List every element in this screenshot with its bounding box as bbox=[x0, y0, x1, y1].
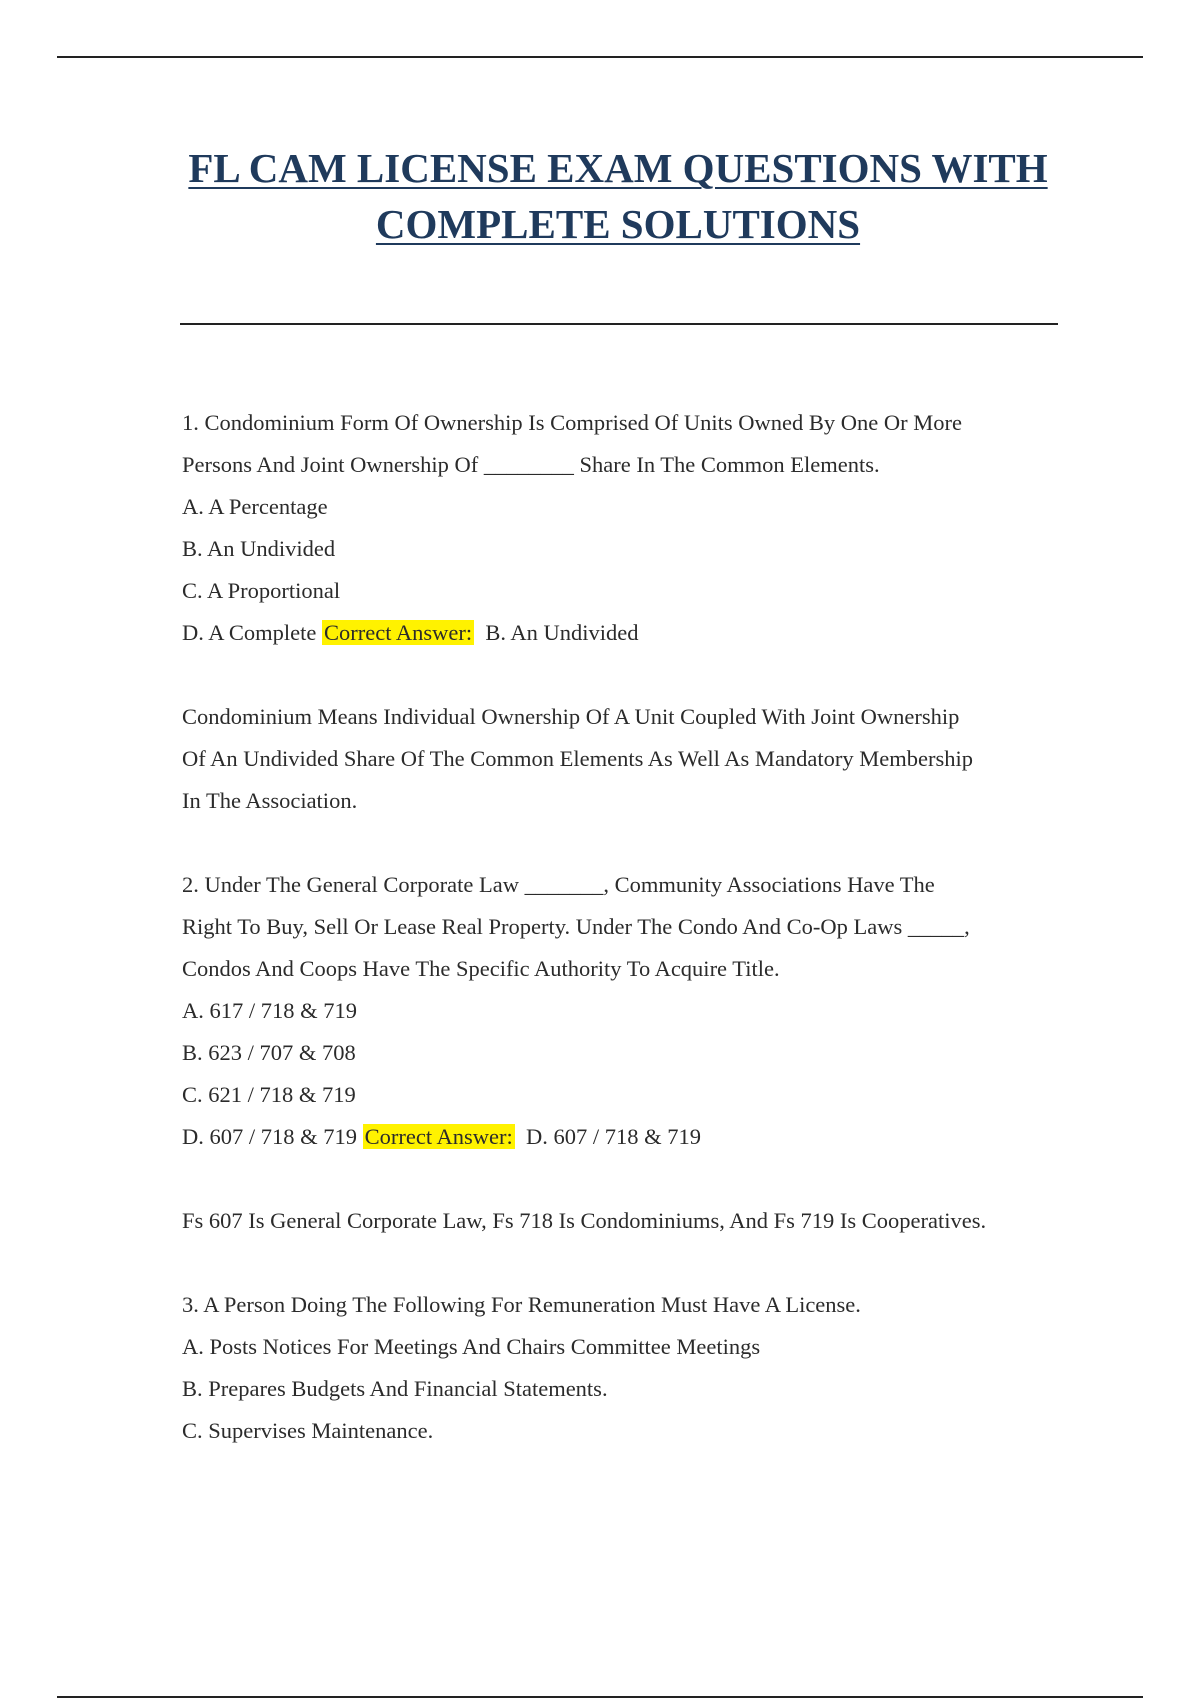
option-a: A. A Percentage bbox=[182, 494, 328, 519]
document-title bbox=[100, 140, 1136, 252]
option-d: D. A Complete bbox=[182, 620, 317, 645]
question-text: 1. Condominium Form Of Ownership Is Comprised Of Units Owned By One Or More bbox=[182, 410, 962, 435]
option-b: B. 623 / 707 & 708 bbox=[182, 1040, 356, 1065]
question-2 bbox=[182, 864, 1082, 1242]
title-divider bbox=[180, 323, 1058, 325]
option-b: B. An Undivided bbox=[182, 536, 336, 561]
top-divider bbox=[57, 56, 1143, 58]
option-d-with-answer bbox=[182, 612, 1082, 654]
correct-answer-label: Correct Answer: bbox=[324, 620, 473, 645]
question-3 bbox=[182, 1284, 1082, 1452]
option-a: A. 617 / 718 & 719 bbox=[182, 998, 358, 1023]
option-c: C. 621 / 718 & 719 bbox=[182, 1082, 356, 1107]
explanation: Of An Undivided Share Of The Common Elements As Well As Mandatory Membership bbox=[182, 746, 974, 771]
option-b: B. Prepares Budgets And Financial Statements. bbox=[182, 1376, 608, 1401]
questions-list bbox=[182, 402, 1082, 1452]
title-line-2: COMPLETE SOLUTIONS bbox=[375, 201, 861, 247]
correct-answer-label: Correct Answer: bbox=[364, 1124, 513, 1149]
correct-answer: D. 607 / 718 & 719 bbox=[525, 1124, 701, 1149]
question-1 bbox=[182, 402, 1082, 822]
option-d: D. 607 / 718 & 719 bbox=[182, 1124, 358, 1149]
explanation: Fs 607 Is General Corporate Law, Fs 718 Is Condominiums, And Fs 719 Is Cooperatives. bbox=[182, 1208, 987, 1233]
correct-answer: B. An Undivided bbox=[485, 620, 639, 645]
bottom-divider bbox=[57, 1696, 1143, 1698]
question-text: 3. A Person Doing The Following For Remuneration Must Have A License. bbox=[182, 1292, 861, 1317]
question-text: 2. Under The General Corporate Law _______, Community Associations Have The bbox=[182, 872, 935, 897]
option-c: C. A Proportional bbox=[182, 578, 341, 603]
explanation: Condominium Means Individual Ownership Of A Unit Coupled With Joint Ownership bbox=[182, 704, 960, 729]
question-text: Condos And Coops Have The Specific Authority To Acquire Title. bbox=[182, 956, 780, 981]
explanation: In The Association. bbox=[182, 788, 358, 813]
option-d-with-answer bbox=[182, 1116, 1082, 1158]
question-text: Right To Buy, Sell Or Lease Real Property. Under The Condo And Co-Op Laws _____, bbox=[182, 914, 970, 939]
option-a: A. Posts Notices For Meetings And Chairs Committee Meetings bbox=[182, 1334, 761, 1359]
title-line-1: FL CAM LICENSE EXAM QUESTIONS WITH bbox=[188, 145, 1048, 191]
question-text: Persons And Joint Ownership Of ________ Share In The Common Elements. bbox=[182, 452, 880, 477]
option-c: C. Supervises Maintenance. bbox=[182, 1418, 434, 1443]
